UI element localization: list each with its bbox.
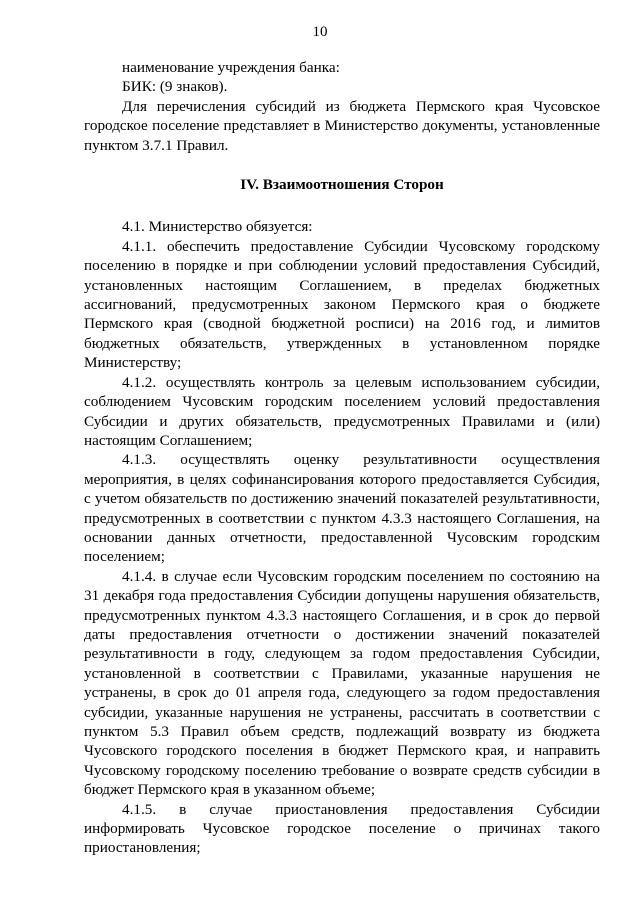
paragraph-4-1-2: 4.1.2. осуществлять контроль за целевым использованием субсидии, соблюдением Чусовским городским поселением условий предоставления Субсидии и других обязательств, предусмотренных Правилами и (или) настоящим Соглашением;	[84, 373, 600, 449]
paragraph-4-1-5: 4.1.5. в случае приостановления предоставления Субсидии информировать Чусовское городское поселение о причинах такого приостановления;	[84, 800, 600, 857]
page-number: 10	[312, 24, 328, 40]
transfer-paragraph: Для перечисления субсидий из бюджета Пермского края Чусовское городское поселение представляет в Министерство документы, установленные пунктом 3.7.1 Правил.	[84, 97, 600, 154]
paragraph-4-1: 4.1. Министерство обязуется:	[122, 218, 313, 236]
document-body	[84, 58, 600, 858]
paragraph-4-1-1: 4.1.1. обеспечить предоставление Субсидии Чусовскому городскому поселению в порядке и при соблюдении условий предоставления Субсидий, установленных настоящим Соглашением, в пределах бюджетных ассигнований, предусмотренных законом Пермского края о бюджете Пермского края (сводной бюджетной росписи) на 2016 год, и лимитов бюджетных обязательств, утвержденных в установленном порядке Министерству;	[84, 237, 600, 372]
paragraph-4-1-4: 4.1.4. в случае если Чусовским городским поселением по состоянию на 31 декабря года предоставления Субсидии допущены нарушения обязательств, предусмотренных пунктом 4.3.3 настоящего Соглашения, и в срок до первой даты предоставления отчетности о достижении значений показателей результативности в году, следующем за годом предоставления Субсидии, установленной в соответствии с Правилами, указанные нарушения не устранены, в срок до 01 апреля года, следующего за годом предоставления субсидии, указанные нарушения не устранены, рассчитать в соответствии с пунктом 5.3 Правил объем средств, подлежащий возврату из бюджета Чусовского городского поселения в бюджет Пермского края, и направить Чусовскому городскому поселению требование о возврате средств субсидии в бюджет Пермского края в указанном объеме;	[84, 567, 600, 799]
bank-name-line: наименование учреждения банка:	[122, 59, 340, 76]
paragraph-4-1-3: 4.1.3. осуществлять оценку результативности осуществления мероприятия, в целях софинансирования которого предоставляется Субсидия, с учетом обязательств по достижению значений показателей результативности, предусмотренных в соответствии с пунктом 4.3.3 настоящего Соглашения, на основании данных отчетности, предоставленной Чусовским городским поселением;	[84, 451, 600, 566]
section-title: IV. Взаимоотношения Сторон	[240, 176, 444, 194]
bik-line: БИК: (9 знаков).	[122, 78, 228, 96]
